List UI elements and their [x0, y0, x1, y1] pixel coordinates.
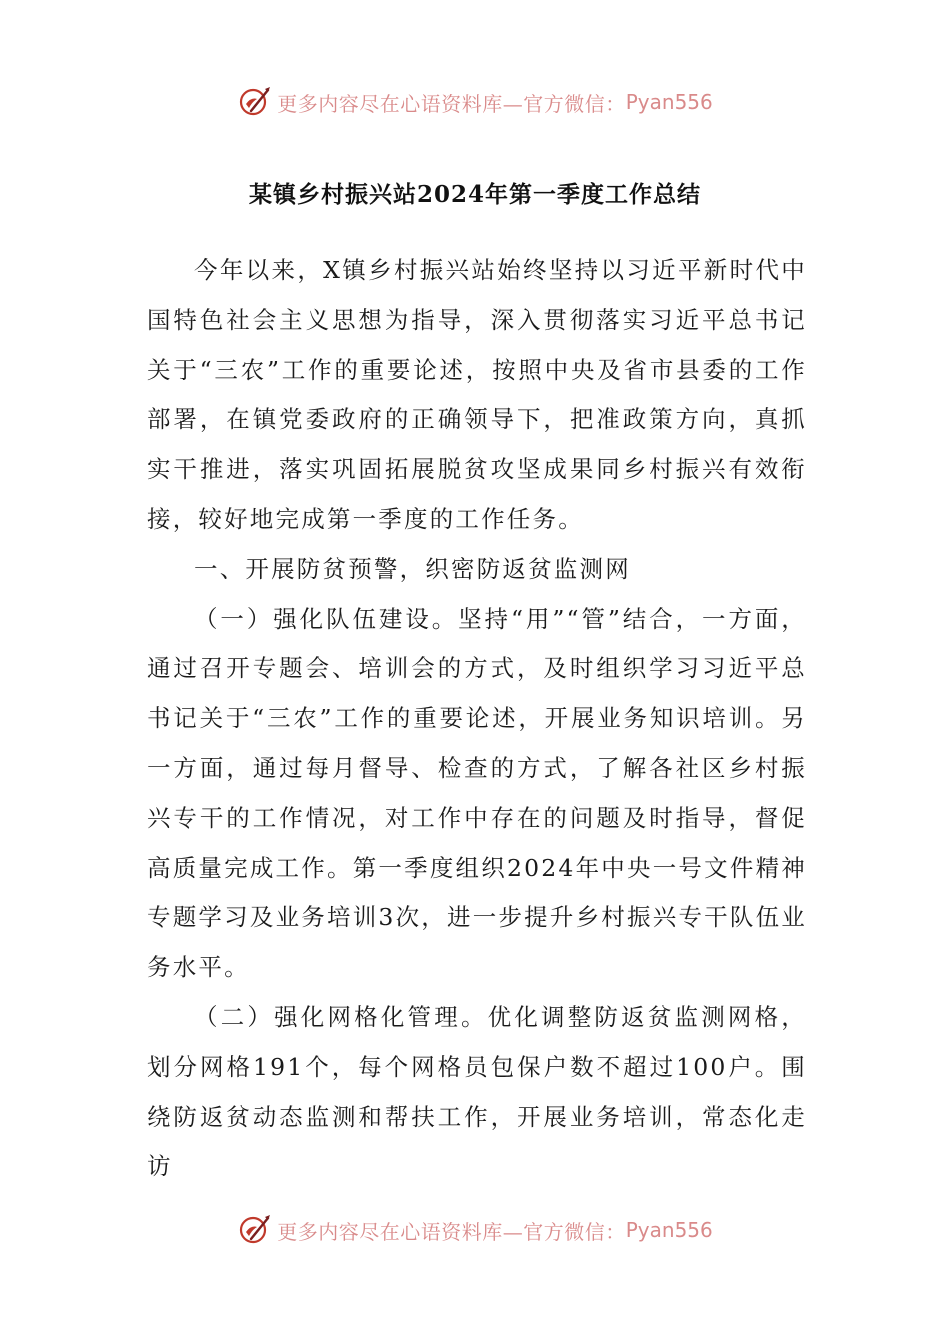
document-title: 某镇乡村振兴站2024年第一季度工作总结	[248, 181, 701, 208]
watermark-handle: Pyan556	[625, 1218, 713, 1242]
watermark-banner-bottom	[0, 1208, 950, 1252]
watermark-text: 更多内容尽在心语资料库—官方微信：	[277, 1219, 626, 1244]
pen-logo-icon	[237, 84, 273, 120]
subsection-2-paragraph: （二）强化网格化管理。优化调整防返贫监测网格，划分网格191个，每个网格员包保户数不超过100户。围绕防返贫动态监测和帮扶工作，开展业务培训，常态化走访	[147, 1002, 807, 1181]
watermark-text: 更多内容尽在心语资料库—官方微信：	[277, 91, 626, 116]
document-body	[147, 246, 807, 1192]
subsection-1-paragraph: （一）强化队伍建设。坚持“用”“管”结合，一方面，通过召开专题会、培训会的方式，及时组织学习习近平总书记关于“三农”工作的重要论述，开展业务知识培训。另一方面，通过每月督导、检查的方式，了解各社区乡村振兴专干的工作情况，对工作中存在的问题及时指导，督促高质量完成工作。第一季度组织2024年中央一号文件精神专题学习及业务培训3次，进一步提升乡村振兴专干队伍业务水平。	[147, 604, 807, 982]
pen-logo-icon	[237, 1212, 273, 1248]
watermark-banner-top	[0, 80, 950, 124]
section-heading: 一、开展防贫预警，织密防返贫监测网	[194, 554, 631, 583]
watermark-handle: Pyan556	[625, 90, 713, 114]
intro-paragraph: 今年以来，X镇乡村振兴站始终坚持以习近平新时代中国特色社会主义思想为指导，深入贯彻落实习近平总书记关于“三农”工作的重要论述，按照中央及省市县委的工作部署，在镇党委政府的正确领导下，把准政策方向，真抓实干推进，落实巩固拓展脱贫攻坚成果同乡村振兴有效衔接，较好地完成第一季度的工作任务。	[147, 256, 807, 533]
